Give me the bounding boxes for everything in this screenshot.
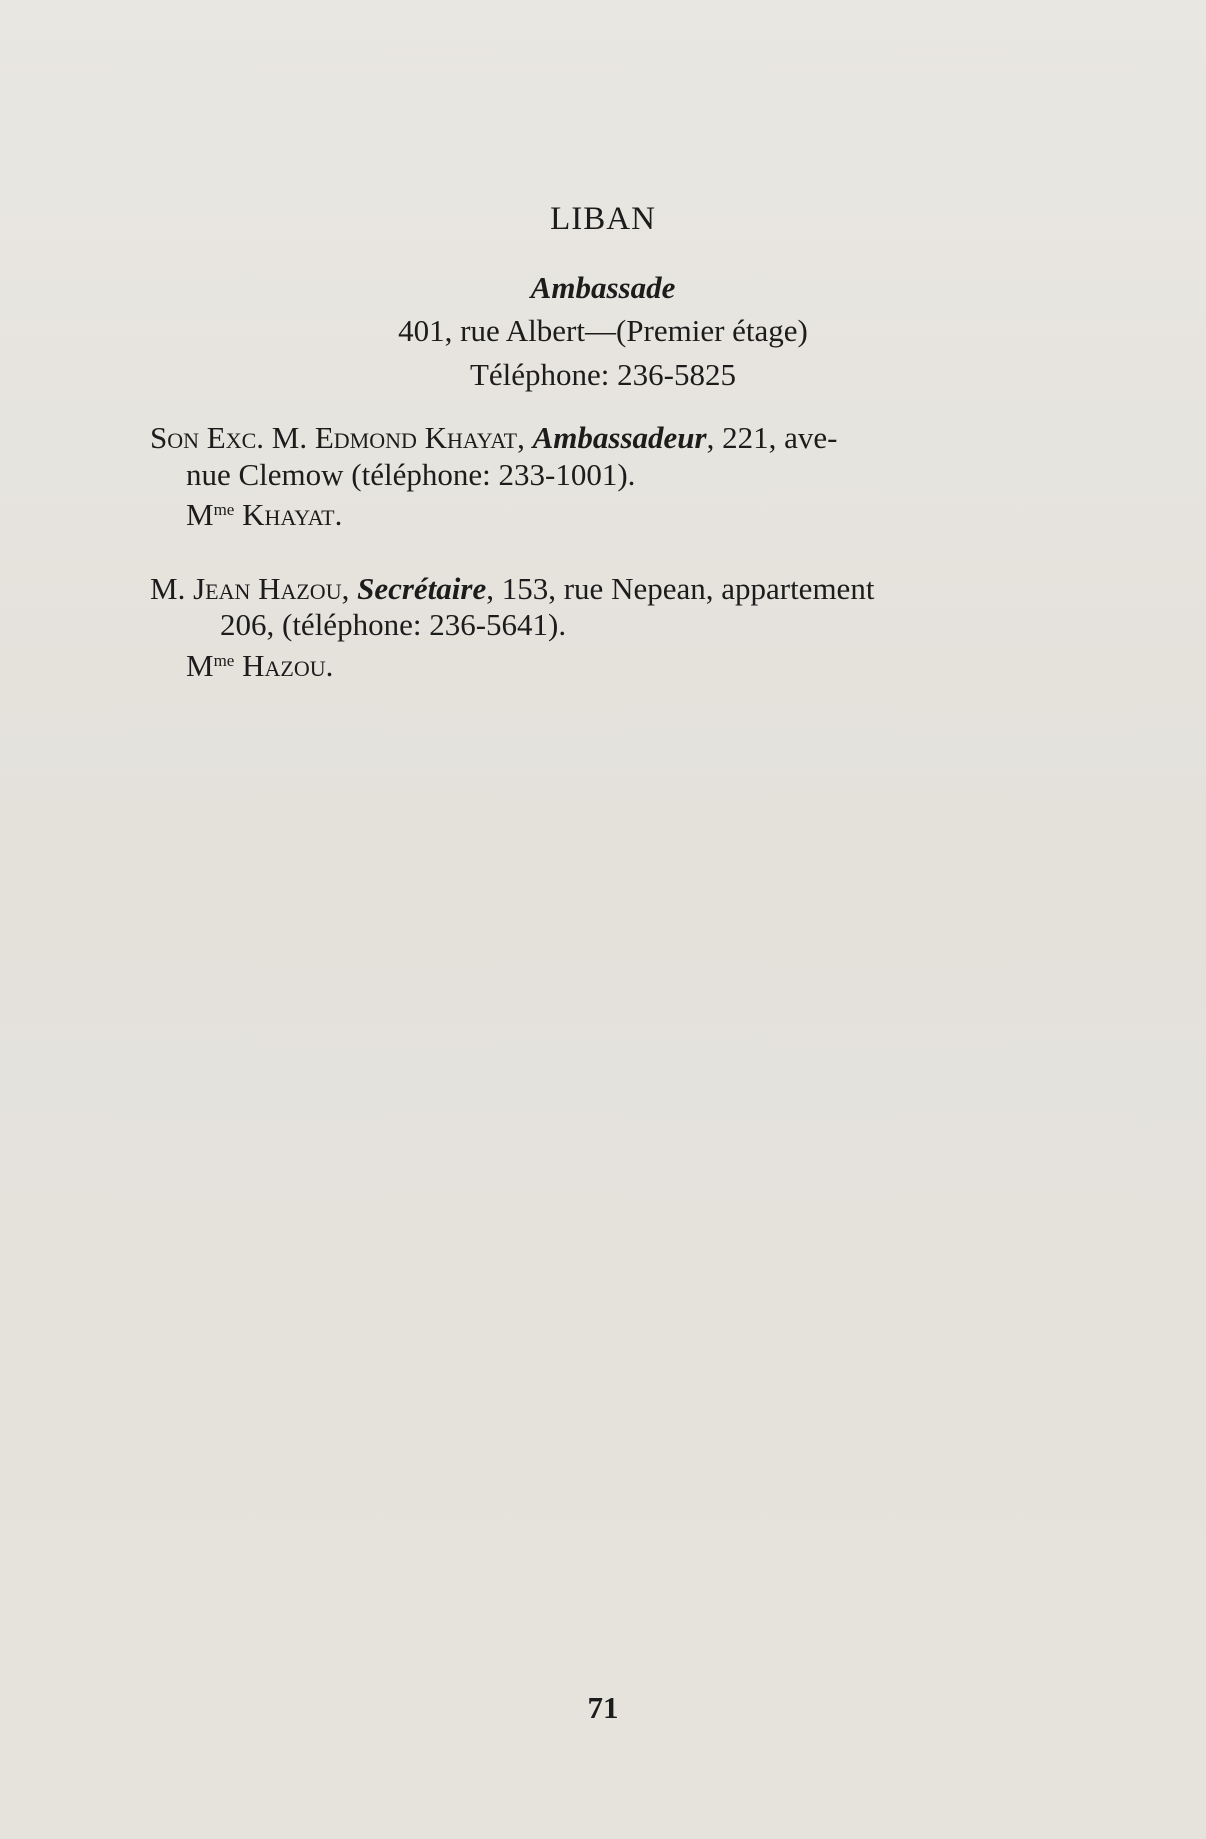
secretary-spouse — [186, 648, 333, 684]
ambassador-spouse-prefix: M — [186, 497, 214, 532]
office-telephone: Téléphone: 236-5825 — [469, 357, 736, 392]
secretary-spouse-sup: me — [213, 651, 235, 670]
entry-secretary-line1 — [150, 571, 874, 606]
secretary-spouse-prefix: M — [186, 648, 214, 683]
secretary-spouse-name: Hazou. — [242, 648, 334, 683]
ambassador-spouse — [186, 497, 342, 533]
secretary-address-part1: , 153, rue Nepean, appartement — [486, 571, 875, 606]
entry-secretary-line2: 206, (téléphone: 236-5641). — [220, 607, 567, 642]
page-number: 71 — [587, 1690, 619, 1725]
country-heading: LIBAN — [550, 201, 656, 237]
secretary-name: M. Jean Hazou — [150, 571, 342, 606]
ambassador-spouse-name: Khayat. — [242, 497, 343, 532]
ambassador-spouse-sup: me — [213, 500, 235, 519]
secretary-separator: , — [341, 571, 358, 606]
entry-ambassador-line1 — [150, 420, 837, 455]
ambassador-address-part1: , 221, ave- — [706, 420, 838, 455]
entry-ambassador-line2: nue Clemow (téléphone: 233-1001). — [186, 457, 636, 492]
secretary-role: Secrétaire — [357, 571, 487, 606]
ambassador-separator: , — [517, 420, 533, 455]
office-subtitle: Ambassade — [530, 270, 676, 305]
ambassador-name: Son Exc. M. Edmond Khayat — [150, 420, 518, 455]
ambassador-role: Ambassadeur — [532, 420, 707, 455]
office-address: 401, rue Albert—(Premier étage) — [398, 313, 808, 348]
